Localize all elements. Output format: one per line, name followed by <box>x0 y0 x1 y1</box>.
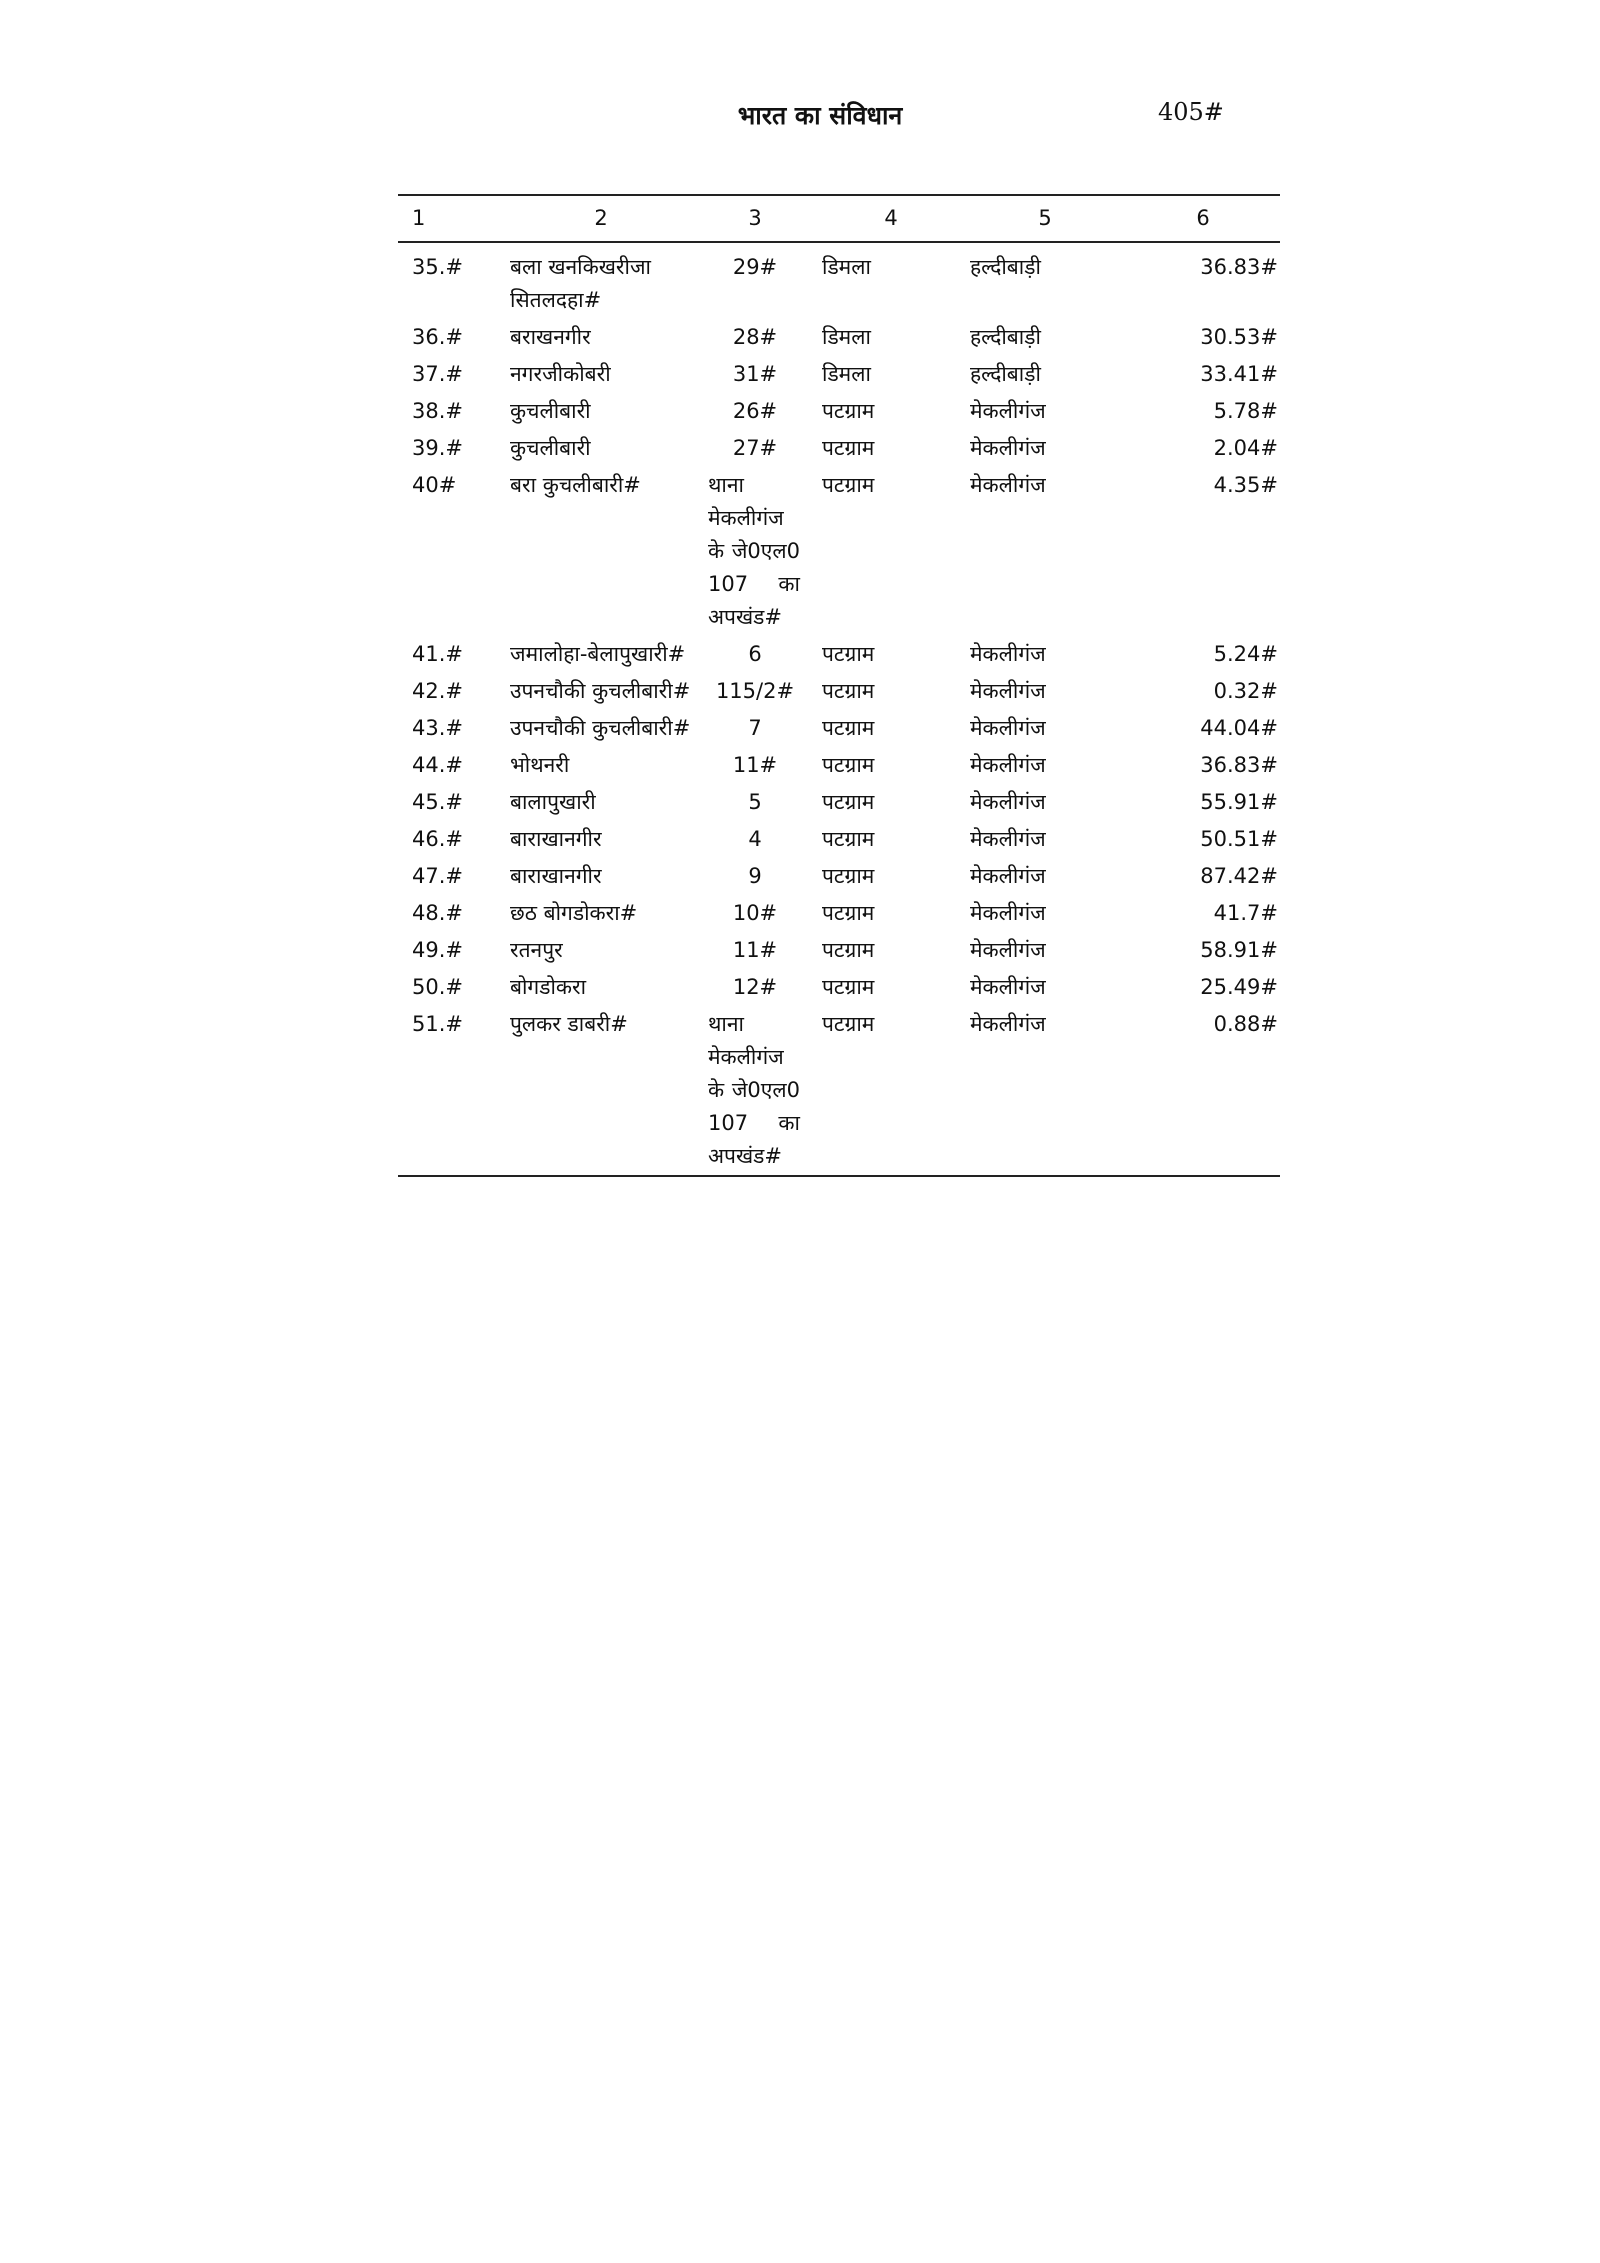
serial-cell: 40# <box>412 473 457 497</box>
police-station-cell: डिमला <box>822 255 871 279</box>
serial-cell: 42.# <box>412 679 463 703</box>
police-station-cell: पटग्राम <box>822 436 875 460</box>
name-cell: बला खनकिखरीजा सितलदहा# <box>510 255 651 312</box>
jl-number-cell: 31# <box>732 362 778 386</box>
district-cell: मेकलीगंज <box>970 975 1046 999</box>
col-header-2: 2 <box>594 206 608 230</box>
police-station-cell: पटग्राम <box>822 753 875 777</box>
area-cell: 50.51# <box>1200 827 1278 851</box>
jl-number-cell: 12# <box>732 975 778 999</box>
police-station-cell: डिमला <box>822 362 871 386</box>
area-cell: 44.04# <box>1200 716 1278 740</box>
police-station-cell: पटग्राम <box>822 975 875 999</box>
jl-number-cell: 28# <box>732 325 778 349</box>
area-cell: 41.7# <box>1213 901 1278 925</box>
area-cell: 0.32# <box>1213 679 1278 703</box>
district-cell: हल्दीबाड़ी <box>970 362 1041 386</box>
col-header-6: 6 <box>1196 206 1210 230</box>
area-cell: 30.53# <box>1200 325 1278 349</box>
serial-cell: 43.# <box>412 716 463 740</box>
col-header-3: 3 <box>748 206 762 230</box>
police-station-cell: डिमला <box>822 325 871 349</box>
serial-cell: 49.# <box>412 938 463 962</box>
name-cell: बालापुखारी <box>510 790 596 814</box>
district-cell: मेकलीगंज <box>970 864 1046 888</box>
table-row <box>398 968 1280 1005</box>
police-station-cell: पटग्राम <box>822 1012 875 1036</box>
serial-cell: 51.# <box>412 1012 463 1036</box>
jl-number-cell: 9 <box>748 864 762 888</box>
jl-number-cell: थाना मेकलीगंज के जे0एल0 107 का अपखंड# <box>708 1012 800 1168</box>
jl-number-cell: 5 <box>748 790 762 814</box>
serial-cell: 37.# <box>412 362 463 386</box>
area-cell: 36.83# <box>1200 255 1278 279</box>
jl-number-cell: 4 <box>748 827 762 851</box>
area-cell: 87.42# <box>1200 864 1278 888</box>
jl-number-cell: 11# <box>732 938 778 962</box>
table-row <box>398 429 1280 466</box>
jl-number-cell: थाना मेकलीगंज के जे0एल0 107 का अपखंड# <box>708 473 800 629</box>
table-row <box>398 1005 1280 1176</box>
table-row <box>398 709 1280 746</box>
name-cell: उपनचौकी कुचलीबारी# <box>510 679 691 703</box>
jl-number-cell: 10# <box>732 901 778 925</box>
district-cell: मेकलीगंज <box>970 679 1046 703</box>
district-cell: मेकलीगंज <box>970 436 1046 460</box>
police-station-cell: पटग्राम <box>822 827 875 851</box>
jl-number-cell: 115/2# <box>715 679 795 703</box>
name-cell: उपनचौकी कुचलीबारी# <box>510 716 691 740</box>
name-cell: छठ बोगडोकरा# <box>510 901 638 925</box>
police-station-cell: पटग्राम <box>822 716 875 740</box>
district-cell: हल्दीबाड़ी <box>970 325 1041 349</box>
serial-cell: 50.# <box>412 975 463 999</box>
jl-number-cell: 7 <box>748 716 762 740</box>
police-station-cell: पटग्राम <box>822 399 875 423</box>
name-cell: पुलकर डाबरी# <box>510 1012 628 1036</box>
name-cell: बरा कुचलीबारी# <box>510 473 641 497</box>
area-cell: 0.88# <box>1213 1012 1278 1036</box>
police-station-cell: पटग्राम <box>822 679 875 703</box>
serial-cell: 41.# <box>412 642 463 666</box>
police-station-cell: पटग्राम <box>822 473 875 497</box>
table-row <box>398 355 1280 392</box>
serial-cell: 38.# <box>412 399 463 423</box>
area-cell: 58.91# <box>1200 938 1278 962</box>
area-cell: 25.49# <box>1200 975 1278 999</box>
col-header-4: 4 <box>884 206 898 230</box>
district-cell: मेकलीगंज <box>970 473 1046 497</box>
territory-table <box>398 194 1280 1177</box>
jl-number-cell: 27# <box>732 436 778 460</box>
jl-number-cell: 26# <box>732 399 778 423</box>
district-cell: हल्दीबाड़ी <box>970 255 1041 279</box>
table-row <box>398 894 1280 931</box>
district-cell: मेकलीगंज <box>970 399 1046 423</box>
table-row <box>398 820 1280 857</box>
police-station-cell: पटग्राम <box>822 790 875 814</box>
serial-cell: 35.# <box>412 255 463 279</box>
jl-number-cell: 29# <box>732 255 778 279</box>
table-row <box>398 931 1280 968</box>
name-cell: कुचलीबारी <box>510 399 591 423</box>
table-row <box>398 783 1280 820</box>
table-row <box>398 318 1280 355</box>
district-cell: मेकलीगंज <box>970 716 1046 740</box>
police-station-cell: पटग्राम <box>822 642 875 666</box>
name-cell: बराखनगीर <box>510 325 591 349</box>
district-cell: मेकलीगंज <box>970 642 1046 666</box>
area-cell: 5.78# <box>1213 399 1278 423</box>
name-cell: नगरजीकोबरी <box>510 362 611 386</box>
name-cell: भोथनरी <box>510 753 570 777</box>
jl-number-cell: 11# <box>732 753 778 777</box>
serial-cell: 39.# <box>412 436 463 460</box>
district-cell: मेकलीगंज <box>970 1012 1046 1036</box>
district-cell: मेकलीगंज <box>970 901 1046 925</box>
name-cell: कुचलीबारी <box>510 436 591 460</box>
name-cell: बाराखानगीर <box>510 827 602 851</box>
district-cell: मेकलीगंज <box>970 790 1046 814</box>
page-title: भारत का संविधान <box>737 101 903 130</box>
police-station-cell: पटग्राम <box>822 901 875 925</box>
area-cell: 2.04# <box>1213 436 1278 460</box>
serial-cell: 47.# <box>412 864 463 888</box>
header-row <box>398 195 1280 242</box>
area-cell: 36.83# <box>1200 753 1278 777</box>
area-cell: 55.91# <box>1200 790 1278 814</box>
table-row <box>398 857 1280 894</box>
table-body <box>398 242 1280 1176</box>
district-cell: मेकलीगंज <box>970 827 1046 851</box>
district-cell: मेकलीगंज <box>970 938 1046 962</box>
serial-cell: 48.# <box>412 901 463 925</box>
table-row <box>398 466 1280 635</box>
table-row <box>398 635 1280 672</box>
col-header-1: 1 <box>412 206 426 230</box>
area-cell: 5.24# <box>1213 642 1278 666</box>
table-row <box>398 672 1280 709</box>
name-cell: जमालोहा-बेलापुखारी# <box>510 642 686 666</box>
table-row <box>398 392 1280 429</box>
serial-cell: 46.# <box>412 827 463 851</box>
serial-cell: 44.# <box>412 753 463 777</box>
district-cell: मेकलीगंज <box>970 753 1046 777</box>
name-cell: बोगडोकरा <box>510 975 587 999</box>
serial-cell: 45.# <box>412 790 463 814</box>
col-header-5: 5 <box>1038 206 1052 230</box>
name-cell: रतनपुर <box>510 938 563 962</box>
table-row <box>398 242 1280 318</box>
police-station-cell: पटग्राम <box>822 938 875 962</box>
jl-number-cell: 6 <box>748 642 762 666</box>
table-row <box>398 746 1280 783</box>
area-cell: 4.35# <box>1213 473 1278 497</box>
name-cell: बाराखानगीर <box>510 864 602 888</box>
serial-cell: 36.# <box>412 325 463 349</box>
area-cell: 33.41# <box>1200 362 1278 386</box>
police-station-cell: पटग्राम <box>822 864 875 888</box>
table-header <box>398 195 1280 242</box>
page-number: 405# <box>1158 98 1224 126</box>
